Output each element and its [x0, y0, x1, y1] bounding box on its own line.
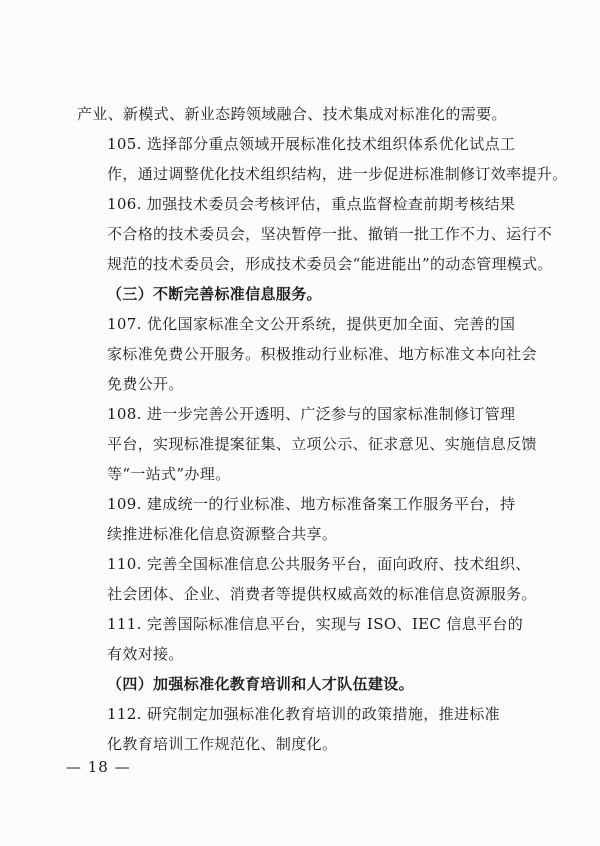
text-line: 规范的技术委员会，形成技术委员会“能进能出”的动态管理模式。	[107, 255, 553, 273]
text-line: 产业、新模式、新业态跨领域融合、技术集成对标准化的需要。	[77, 105, 507, 123]
paragraph	[77, 399, 537, 489]
text-line: 108. 进一步完善公开透明、广泛参与的国家标准制修订管理	[107, 405, 516, 423]
text-line: 107. 优化国家标准全文公开系统，提供更加全面、完善的国	[107, 315, 516, 333]
text-line: 112. 研究制定加强标准化教育培训的政策措施，推进标准	[107, 705, 500, 723]
text-line: 109. 建成统一的行业标准、地方标准备案工作服务平台，持	[107, 495, 516, 513]
section-heading	[77, 279, 524, 309]
text-line: 106. 加强技术委员会考核评估，重点监督检查前期考核结果	[107, 195, 516, 213]
text-line: （三）不断完善标准信息服务。	[107, 285, 322, 303]
paragraph	[77, 609, 524, 669]
paragraph	[77, 189, 553, 279]
text-line: 111. 完善国际标准信息平台，实现与 ISO、IEC 信息平台的	[107, 615, 524, 633]
paragraph	[77, 129, 568, 189]
text-line: 有效对接。	[107, 645, 184, 663]
paragraph	[77, 309, 537, 399]
text-line: （四）加强标准化教育培训和人才队伍建设。	[107, 675, 415, 693]
text-line: 平台，实现标准提案征集、立项公示、征求意见、实施信息反馈	[107, 435, 537, 453]
paragraph	[77, 549, 537, 609]
body-text	[77, 99, 568, 759]
text-line: 作，通过调整优化技术组织结构，进一步促进标准制修订效率提升。	[107, 165, 568, 183]
paragraph	[77, 489, 524, 549]
paragraph	[77, 99, 524, 129]
page-number: — 18 —	[66, 758, 131, 776]
text-line: 110. 完善全国标准信息公共服务平台，面向政府、技术组织、	[107, 555, 531, 573]
text-line: 免费公开。	[107, 375, 184, 393]
text-line: 续推进标准化信息资源整合共享。	[107, 525, 338, 543]
text-line: 社会团体、企业、消费者等提供权威高效的标准信息资源服务。	[107, 585, 537, 603]
text-line: 化教育培训工作规范化、制度化。	[107, 735, 338, 753]
text-line: 105. 选择部分重点领域开展标准化技术组织体系优化试点工	[107, 135, 516, 153]
text-line: 家标准免费公开服务。积极推动行业标准、地方标准文本向社会	[107, 345, 537, 363]
text-line: 等“一站式”办理。	[107, 465, 231, 483]
section-heading	[77, 669, 524, 699]
text-line: 不合格的技术委员会，坚决暂停一批、撤销一批工作不力、运行不	[107, 225, 553, 243]
paragraph	[77, 699, 524, 759]
